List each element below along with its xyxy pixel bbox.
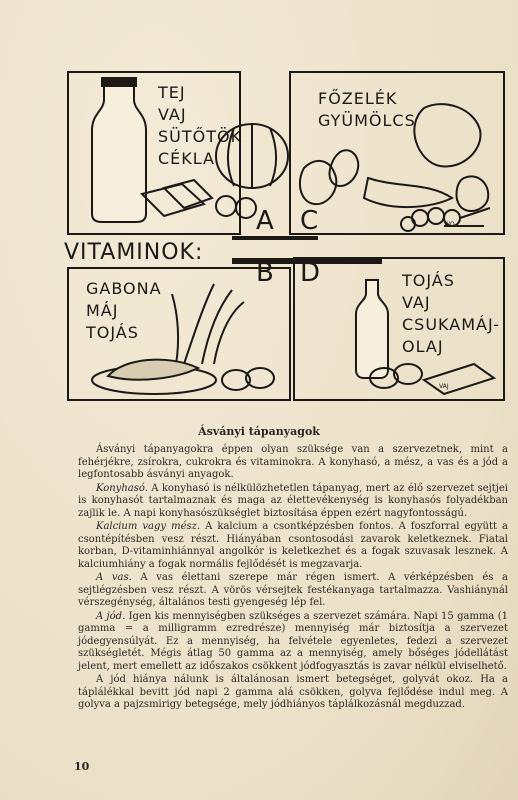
vitamin-letter-d: D bbox=[300, 258, 321, 288]
paragraph: Kalcium vagy mész. A kalcium a csontképzésben fontos. A foszforral együtt a csontépítésben vesz részt. Hiányában csontosodási zavarok keletkeznek. Fiatal korban, D-vitaminhiánnyal angolkór is keletkezhet és a fogak szuvasak lesznek. A kalciumhiány a fogak normális fejlődését is megzavarja. bbox=[78, 521, 509, 570]
paragraph: A jód. Igen kis mennyiségben szükséges a szervezet számára. Napi 15 gamma (1 gamma = a milligramm ezredrésze) mennyiség már biztosítja a szervezet jódegyensúlyát. Ez a mennyiség, ha felvétele egyenletes, fedezi a szervezet szükségletét. Mégis átlag 50 gamma az a mennyiség, amely bőséges jódellátást jelent, mert emellett az időszakos csökkent jódfogyasztás is zavar nélkül elviselhető. bbox=[78, 610, 508, 672]
panel-c-label: FŐZELÉK GYÜMÖLCS bbox=[318, 89, 416, 130]
panel-d-label: TOJÁS VAJ CSUKAMÁJ- OLAJ bbox=[402, 271, 500, 356]
article-body bbox=[78, 444, 508, 713]
vitamin-illustration bbox=[64, 68, 510, 404]
paragraph: Ásványi tápanyagokra éppen olyan szüksége van a szervezetnek, mint a fehérjékre, zsírokra, cukrokra és vitaminokra. A konyhasó, a mész, a vas és a jód a legfontosabb ásványi anyagok. bbox=[78, 444, 508, 480]
panel-b-label: GABONA MÁJ TOJÁS bbox=[86, 279, 162, 342]
paragraph-lead: A vas. bbox=[96, 572, 132, 583]
paragraph: Konyhasó. A konyhasó is nélkülözhetetlen tápanyag, mert az élő szervezet sejtjei is konyhasót tartalmaznak és maga az élettevékenység is konyhasós folyadékban zajlik le. A napi konyhasószükséglet biztosítása éppen ezért nagyfontosságú. bbox=[78, 482, 508, 519]
illustrator-signature: WO bbox=[444, 221, 455, 228]
vitamin-letter-b: B bbox=[256, 258, 274, 288]
paragraph: A vas. A vas élettani szerepe már régen ismert. A vérképzésben és a sejtlégzésben vesz részt. A vörös vérsejtek festékanyaga tartalmazza. Vashiánynál vérszegénység, általános testi gyengeség lép fel. bbox=[78, 572, 508, 608]
paragraph-lead: A jód. bbox=[96, 610, 126, 622]
paragraph: A jód hiánya nálunk is általánosan ismert betegséget, golyvát okoz. Ha a táplálékkal bevitt jód napi 2 gamma alá csökken, golyva fejlődése indul meg. A golyva a pajzsmirigy betegsége, mely jódhiányos táplálkozásnál megduzzad. bbox=[78, 674, 508, 710]
vitamin-letter-c: C bbox=[300, 206, 319, 236]
butter-package-label: VAJ bbox=[439, 383, 449, 390]
paragraph-lead: Kalcium vagy mész. bbox=[96, 521, 201, 532]
vitamin-letter-a: A bbox=[256, 206, 274, 236]
page-number: 10 bbox=[74, 760, 90, 773]
panel-a-label: TEJ VAJ SÜTŐTÖK CÉKLA bbox=[158, 83, 243, 168]
paragraph-lead: Konyhasó. bbox=[96, 482, 148, 494]
vitamins-title: VITAMINOK: bbox=[64, 240, 204, 265]
section-heading: Ásványi tápanyagok bbox=[198, 425, 320, 438]
